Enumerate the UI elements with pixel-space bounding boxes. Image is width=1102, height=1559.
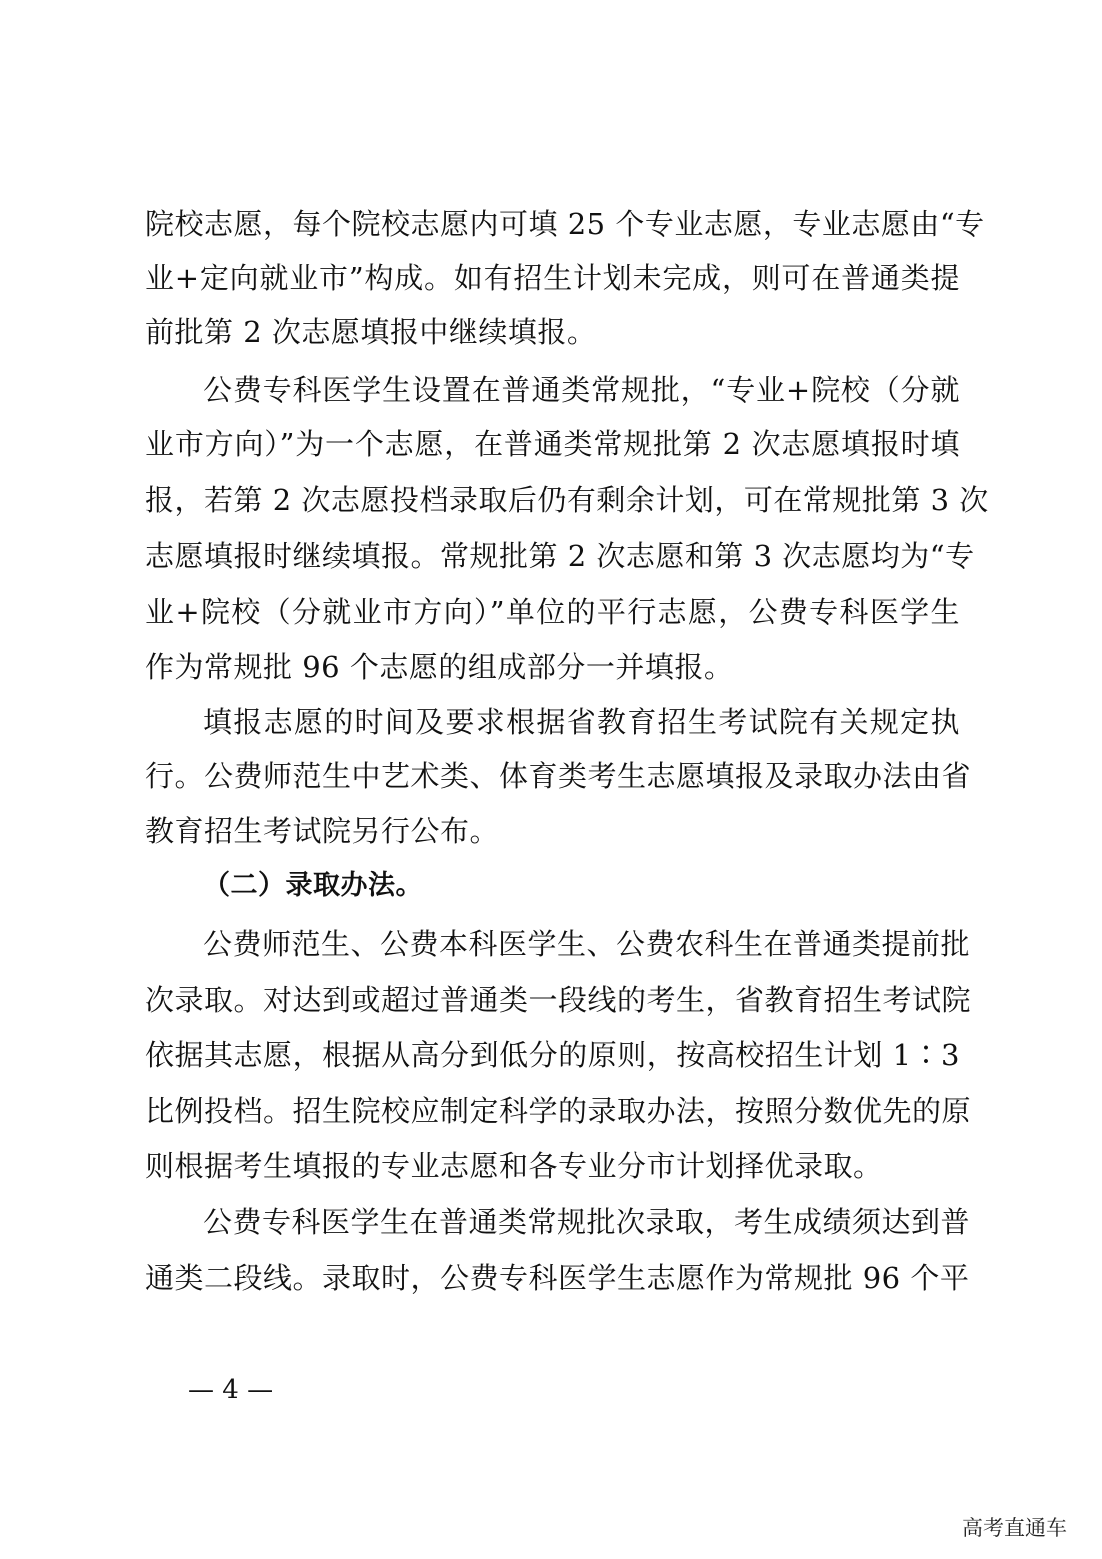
body-text-line: 前批第 2 次志愿填报中继续填报。 [145, 315, 597, 349]
body-text-line: 院校志愿，每个院校志愿内可填 25 个专业志愿，专业志愿由“专 [145, 207, 985, 241]
watermark-label: 高考直通车 [962, 1516, 1067, 1540]
body-text-line: 比例投档。招生院校应制定科学的录取办法，按照分数优先的原 [145, 1094, 972, 1128]
body-text-line: 公费师范生、公费本科医学生、公费农科生在普通类提前批 [203, 927, 971, 961]
body-text-line: 公费专科医学生在普通类常规批次录取，考生成绩须达到普 [203, 1205, 971, 1239]
body-text-line: 业+定向就业市”构成。如有招生计划未完成，则可在普通类提 [145, 261, 960, 295]
body-text-line: 通类二段线。录取时，公费专科医学生志愿作为常规批 96 个平 [145, 1261, 970, 1295]
body-text-line: 次录取。对达到或超过普通类一段线的考生，省教育招生考试院 [145, 983, 972, 1017]
body-text-line: 业+院校（分就业市方向）”单位的平行志愿，公费专科医学生 [145, 595, 960, 629]
body-text-line: 业市方向）”为一个志愿，在普通类常规批第 2 次志愿填报时填 [145, 427, 960, 461]
body-text-line: 志愿填报时继续填报。常规批第 2 次志愿和第 3 次志愿均为“专 [145, 539, 975, 573]
body-text-line: 填报志愿的时间及要求根据省教育招生考试院有关规定执 [203, 705, 960, 739]
body-text-line: 行。公费师范生中艺术类、体育类考生志愿填报及录取办法由省 [145, 759, 972, 793]
body-text-line: 则根据考生填报的专业志愿和各专业分市计划择优录取。 [145, 1149, 883, 1183]
section-heading: （二）录取办法。 [203, 870, 423, 901]
page-number: — 4 — [188, 1375, 274, 1405]
body-text-line: 公费专科医学生设置在普通类常规批，“专业+院校（分就 [203, 373, 960, 407]
body-text-line: 作为常规批 96 个志愿的组成部分一并填报。 [145, 650, 734, 684]
body-text-line: 依据其志愿，根据从高分到低分的原则，按高校招生计划 1∶3 [145, 1038, 960, 1072]
body-text-line: 教育招生考试院另行公布。 [145, 814, 500, 848]
body-text-line: 报，若第 2 次志愿投档录取后仍有剩余计划，可在常规批第 3 次 [145, 483, 989, 517]
